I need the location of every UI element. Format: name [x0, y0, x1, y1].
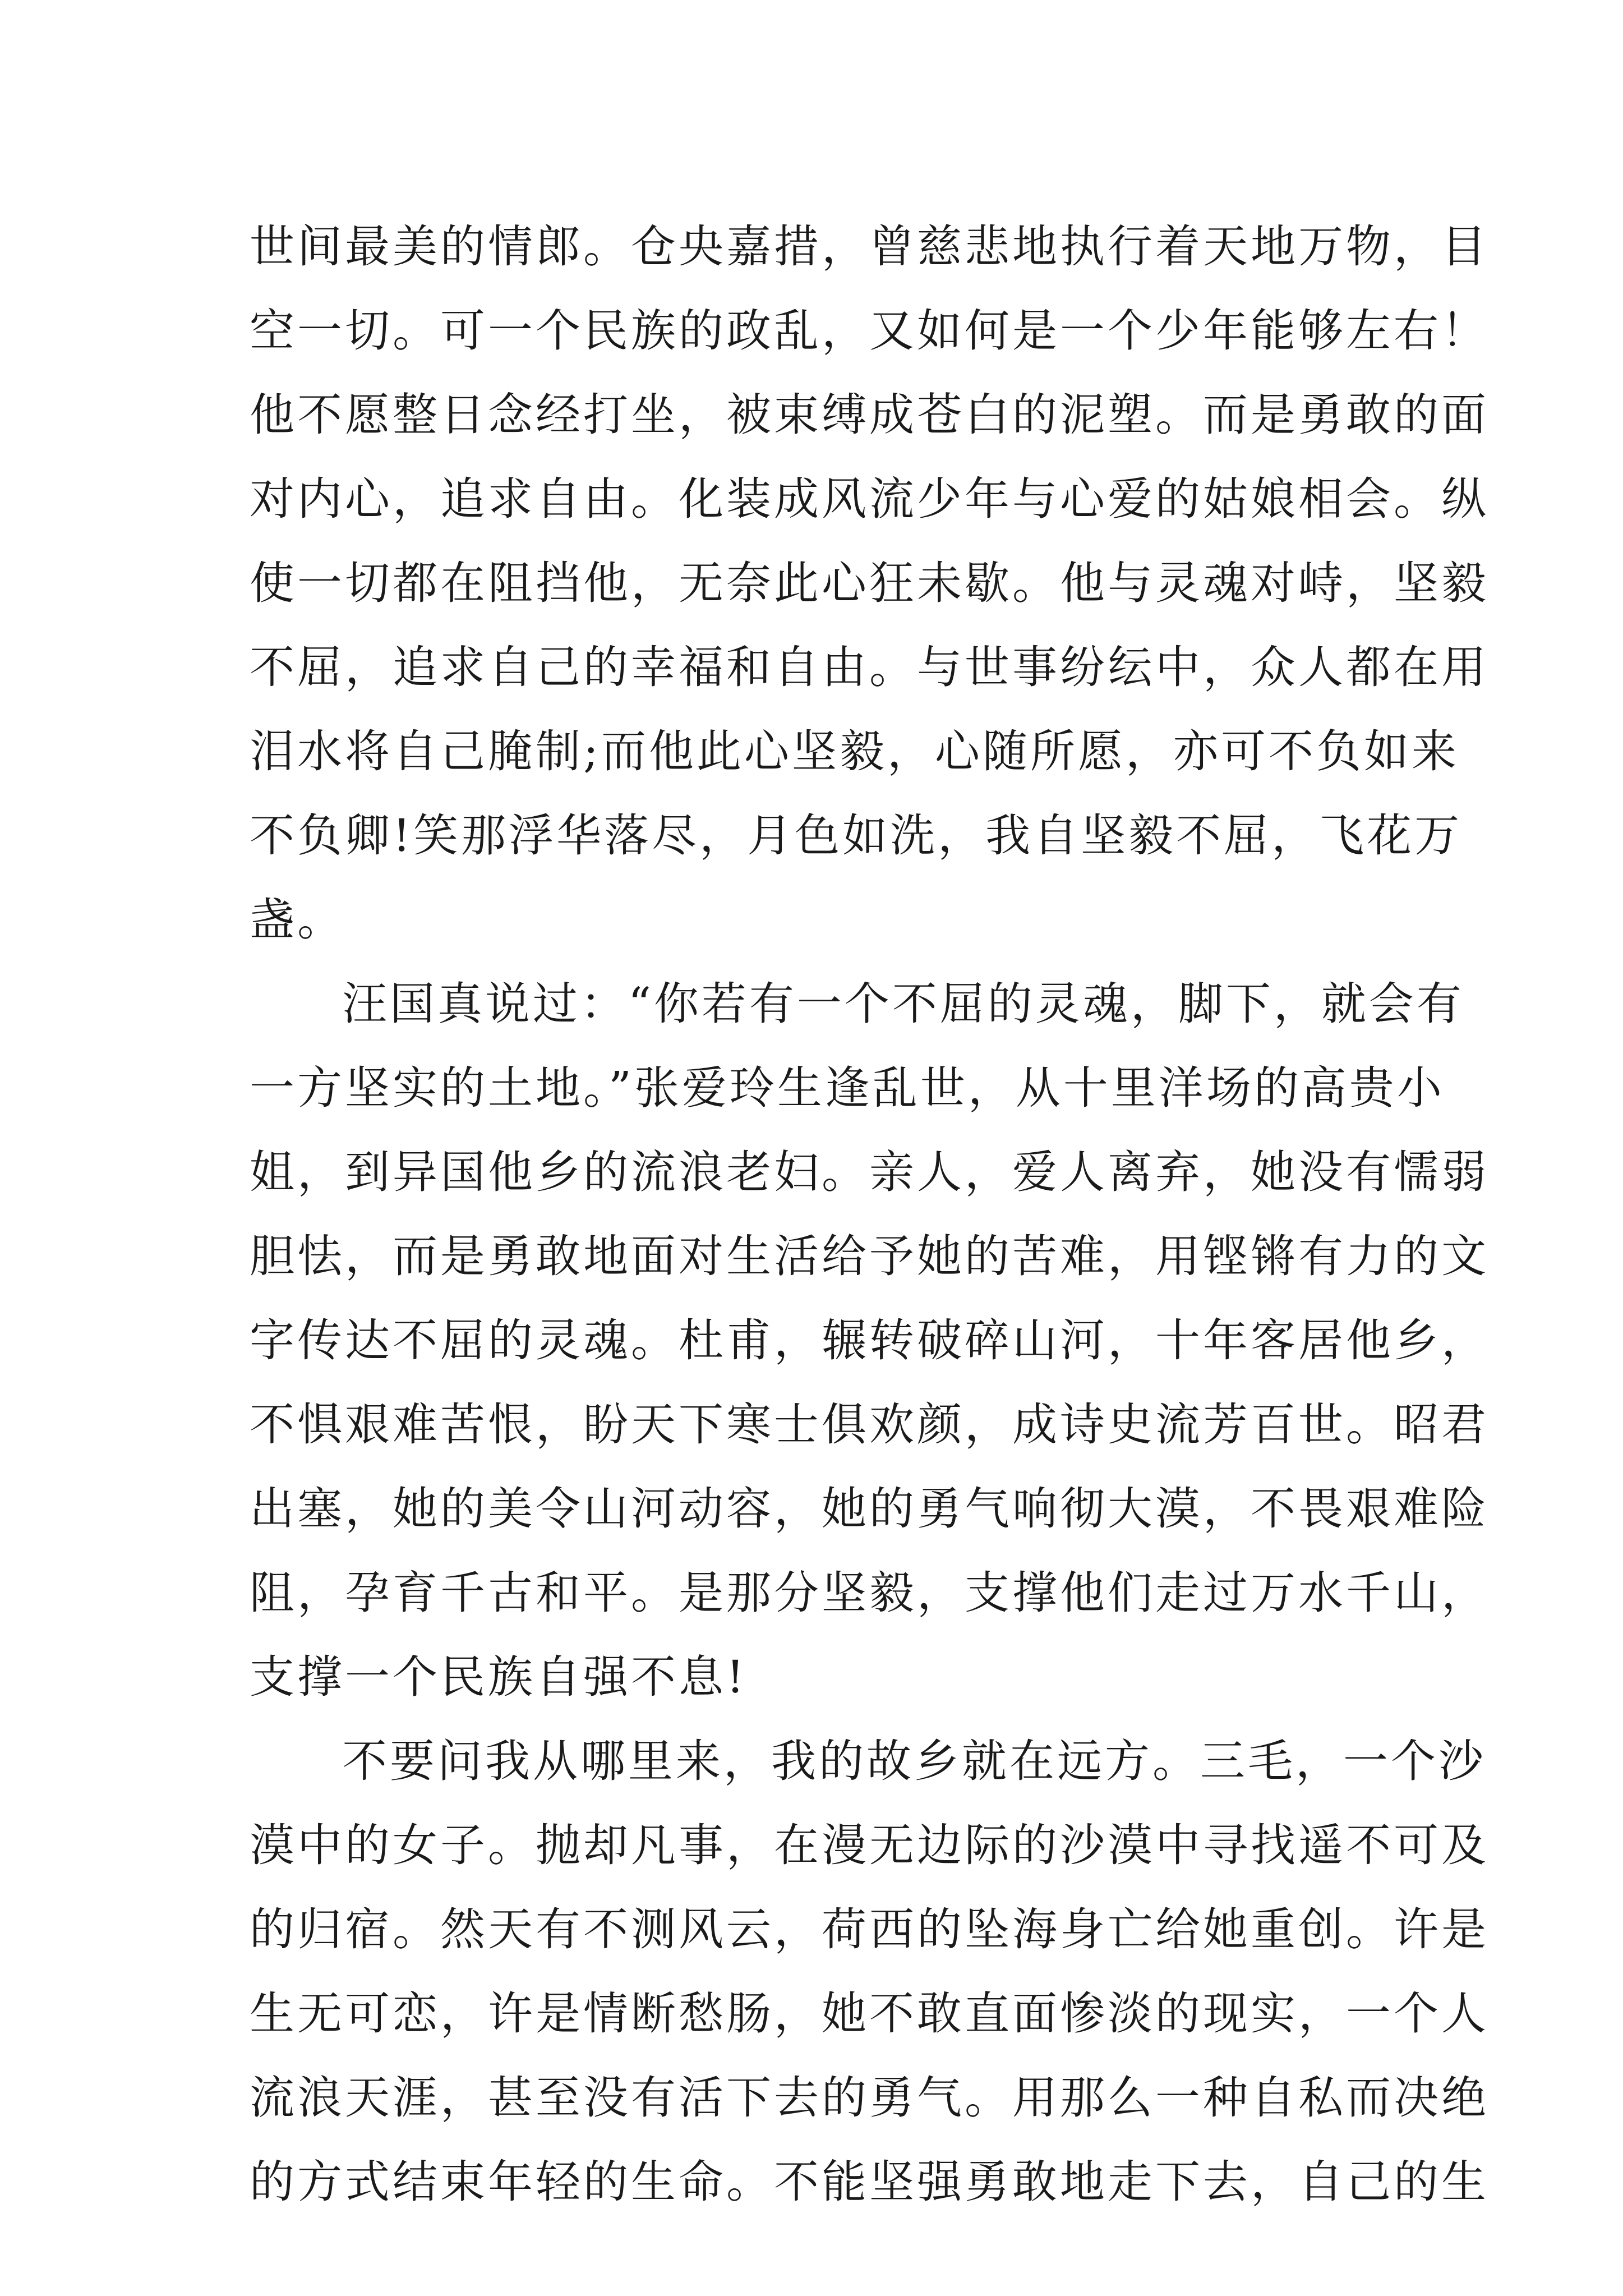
text-line: 姐，到异国他乡的流浪老妇。亲人，爱人离弃，她没有懦弱	[250, 1146, 1489, 1198]
text-line: 流浪天涯，甚至没有活下去的勇气。用那么一种自私而决绝	[250, 2072, 1489, 2124]
text-line: 支撑一个民族自强不息!	[250, 1651, 748, 1703]
text-line: 胆怯，而是勇敢地面对生活给予她的苦难，用铿锵有力的文	[250, 1230, 1489, 1282]
text-line: 世间最美的情郎。仓央嘉措，曾慈悲地执行着天地万物，目	[250, 220, 1489, 273]
text-line: 阻，孕育千古和平。是那分坚毅，支撑他们走过万水千山，	[250, 1567, 1489, 1619]
text-line: 一方坚实的土地。”张爱玲生逢乱世，从十里洋场的高贵小	[250, 1062, 1445, 1114]
text-line: 生无可恋，许是情断愁肠，她不敢直面惨淡的现实，一个人	[250, 1987, 1489, 2040]
text-line: 出塞，她的美令山河动容，她的勇气响彻大漠，不畏艰难险	[250, 1483, 1489, 1535]
text-line: 他不愿整日念经打坐，被束缚成苍白的泥塑。而是勇敢的面	[250, 389, 1489, 441]
text-line: 的归宿。然天有不测风云，荷西的坠海身亡给她重创。许是	[250, 1903, 1489, 1955]
text-line: 泪水将自己腌制;而他此心坚毅，心随所愿，亦可不负如来	[250, 725, 1459, 777]
body-text	[250, 205, 1489, 2224]
text-line: 对内心，追求自由。化装成风流少年与心爱的姑娘相会。纵	[250, 473, 1489, 525]
text-line: 字传达不屈的灵魂。杜甫，辗转破碎山河，十年客居他乡，	[250, 1314, 1489, 1366]
text-line: 漠中的女子。抛却凡事，在漫无边际的沙漠中寻找遥不可及	[250, 1819, 1489, 1871]
paragraph-first-line: 不要问我从哪里来，我的故乡就在远方。三毛，一个沙	[342, 1735, 1486, 1787]
text-line: 不屈，追求自己的幸福和自由。与世事纷纭中，众人都在用	[250, 641, 1489, 693]
paragraph-first-line: 汪国真说过：“你若有一个不屈的灵魂，脚下，就会有	[342, 978, 1464, 1030]
text-line: 空一切。可一个民族的政乱，又如何是一个少年能够左右！	[250, 305, 1489, 357]
text-line: 使一切都在阻挡他，无奈此心狂未歇。他与灵魂对峙，坚毅	[250, 557, 1489, 609]
text-line: 盏。	[250, 894, 345, 946]
text-line: 不负卿!笑那浮华落尽，月色如洗，我自坚毅不屈，飞花万	[250, 809, 1463, 862]
text-line: 不惧艰难苦恨，盼天下寒士俱欢颜，成诗史流芳百世。昭君	[250, 1398, 1489, 1451]
text-line: 的方式结束年轻的生命。不能坚强勇敢地走下去，自己的生	[250, 2156, 1489, 2208]
